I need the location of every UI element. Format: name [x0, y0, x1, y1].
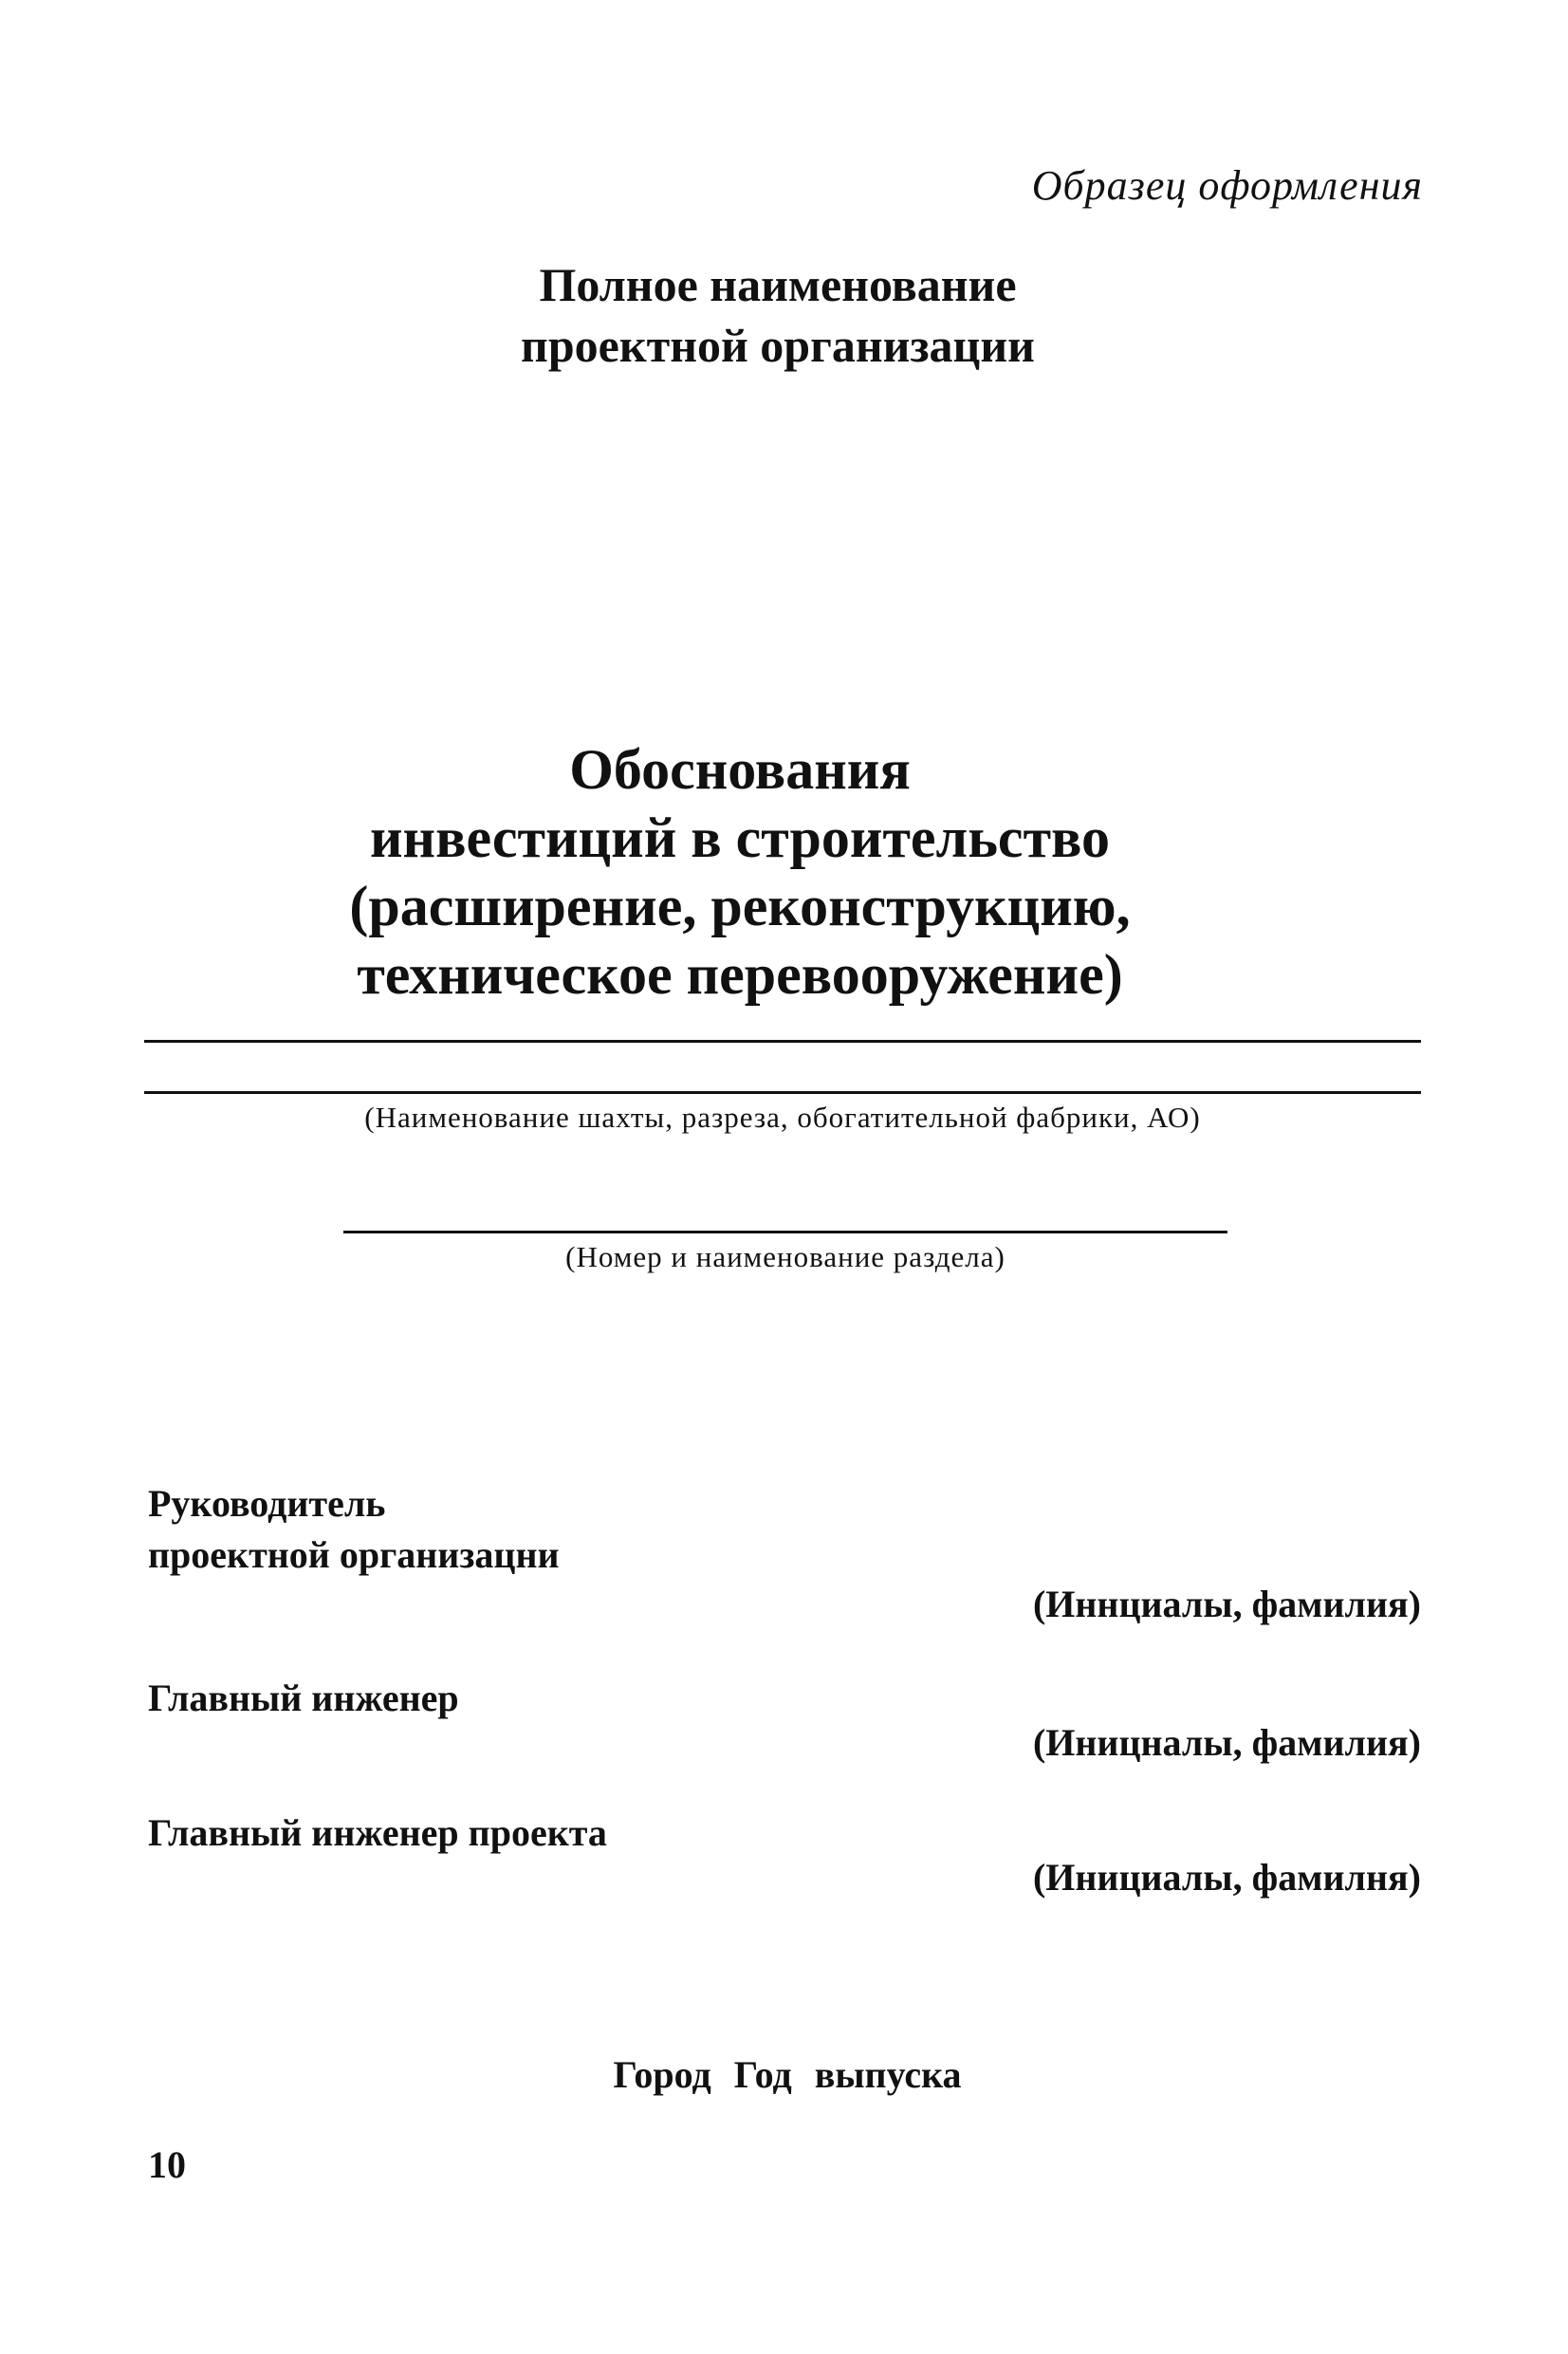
- object-name-caption: (Наименование шахты, разреза, обогатительной фабрики, АО): [364, 1101, 1201, 1134]
- document-title-line-4: техническое перевооружение): [357, 943, 1123, 1006]
- sample-note: Образец оформления: [1031, 162, 1423, 209]
- city-year: Город Год выпуска: [613, 2053, 962, 2096]
- signature-label-head-line-2: проектной организацни: [148, 1533, 560, 1576]
- signature-value-chief-engineer: (Иницналы, фамилия): [1032, 1721, 1421, 1764]
- blank-line-object-1: [144, 1040, 1421, 1043]
- blank-line-section: [343, 1231, 1227, 1233]
- document-title-line-3: (расширение, реконструкцию,: [349, 875, 1131, 937]
- page-number: 10: [148, 2143, 186, 2186]
- organization-name-line-1: Полное наименование: [539, 258, 1017, 311]
- signature-label-chief-engineer: Главный инженер: [148, 1677, 459, 1719]
- document-title-line-2: инвестиций в строительство: [369, 806, 1111, 869]
- signature-label-project-engineer: Главный инженер проекта: [148, 1811, 607, 1854]
- organization-name-line-2: проектной организации: [521, 319, 1035, 372]
- document-title-line-1: Обоснования: [569, 738, 911, 801]
- organization-name: [360, 254, 1195, 376]
- section-name-caption: (Номер и наименование раздела): [565, 1240, 1005, 1273]
- blank-line-object-2: [144, 1091, 1421, 1094]
- signature-label-head-line-1: Руководитель: [148, 1482, 386, 1525]
- document-title: [218, 735, 1262, 1009]
- signature-value-project-engineer: (Инициалы, фамилня): [1032, 1856, 1421, 1899]
- signature-value-head: (Иннциалы, фамилия): [1032, 1583, 1421, 1625]
- signature-label-head: [148, 1478, 560, 1581]
